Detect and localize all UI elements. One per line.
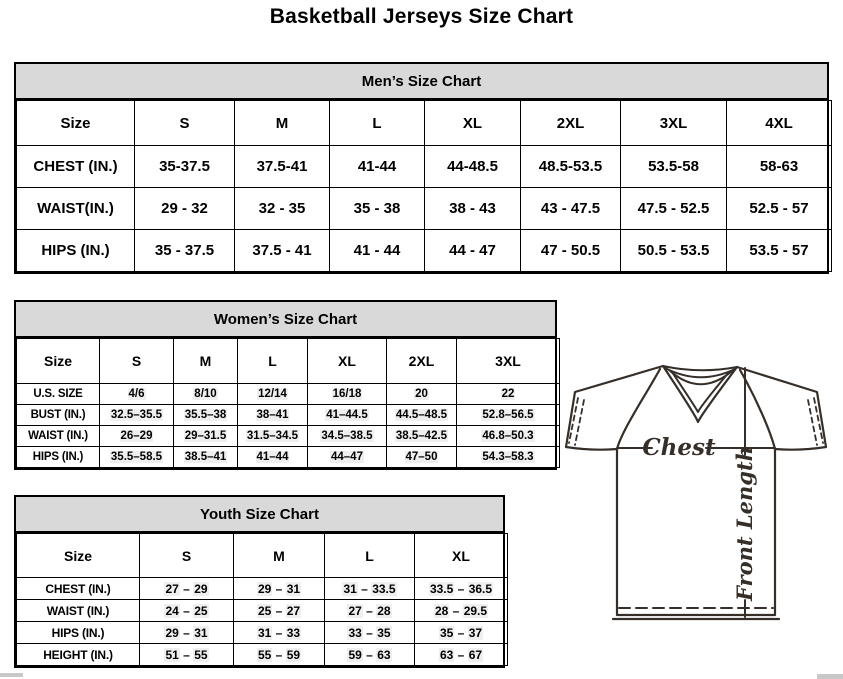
value-cell: 44-48.5 bbox=[425, 146, 521, 188]
value-cell: 28 – 29.5 bbox=[415, 600, 508, 622]
row-label: WAIST(IN.) bbox=[17, 188, 135, 230]
value-cell: 27 – 28 bbox=[325, 600, 415, 622]
row-label: CHEST (IN.) bbox=[17, 578, 140, 600]
value-cell: 35 – 37 bbox=[415, 622, 508, 644]
size-column-xl: XL bbox=[308, 339, 387, 384]
mens-chart-title: Men’s Size Chart bbox=[16, 64, 827, 100]
scrollbar-fragment-right bbox=[817, 674, 843, 679]
mens-size-table bbox=[16, 100, 832, 272]
value-cell: 58-63 bbox=[727, 146, 832, 188]
womens-size-chart bbox=[14, 300, 557, 470]
row-label: WAIST (IN.) bbox=[17, 426, 100, 447]
row-label: WAIST (IN.) bbox=[17, 600, 140, 622]
value-cell: 38–41 bbox=[238, 405, 308, 426]
value-cell: 48.5-53.5 bbox=[521, 146, 621, 188]
measurement-row bbox=[17, 426, 560, 447]
row-label: CHEST (IN.) bbox=[17, 146, 135, 188]
size-header-row bbox=[17, 101, 832, 146]
row-label: U.S. SIZE bbox=[17, 384, 100, 405]
page-title: Basketball Jerseys Size Chart bbox=[269, 5, 574, 28]
value-cell: 47.5 - 52.5 bbox=[621, 188, 727, 230]
value-cell: 35.5–58.5 bbox=[100, 447, 174, 468]
chest-label: Chest bbox=[642, 434, 716, 461]
front-length-label: Front Length bbox=[732, 446, 757, 601]
value-cell: 26–29 bbox=[100, 426, 174, 447]
value-cell: 38.5–42.5 bbox=[387, 426, 457, 447]
value-cell: 41 - 44 bbox=[330, 230, 425, 272]
value-cell: 35 - 38 bbox=[330, 188, 425, 230]
measurement-row bbox=[17, 230, 832, 272]
value-cell: 41–44 bbox=[238, 447, 308, 468]
value-cell: 44.5–48.5 bbox=[387, 405, 457, 426]
womens-chart-title: Women’s Size Chart bbox=[16, 302, 555, 338]
size-column-l: L bbox=[325, 534, 415, 578]
value-cell: 24 – 25 bbox=[140, 600, 234, 622]
size-column-xl: XL bbox=[425, 101, 521, 146]
youth-chart-title: Youth Size Chart bbox=[16, 497, 503, 533]
value-cell: 51 – 55 bbox=[140, 644, 234, 666]
value-cell: 59 – 63 bbox=[325, 644, 415, 666]
value-cell: 27 – 29 bbox=[140, 578, 234, 600]
value-cell: 12/14 bbox=[238, 384, 308, 405]
measurement-row bbox=[17, 405, 560, 426]
size-column-m: M bbox=[235, 101, 330, 146]
size-header-label: Size bbox=[17, 101, 135, 146]
value-cell: 35-37.5 bbox=[135, 146, 235, 188]
value-cell: 29 – 31 bbox=[234, 578, 325, 600]
row-label: HIPS (IN.) bbox=[17, 622, 140, 644]
value-cell: 8/10 bbox=[174, 384, 238, 405]
value-cell: 38.5–41 bbox=[174, 447, 238, 468]
measurement-row bbox=[17, 644, 508, 666]
row-label: HIPS (IN.) bbox=[17, 230, 135, 272]
value-cell: 31 – 33 bbox=[234, 622, 325, 644]
value-cell: 37.5 - 41 bbox=[235, 230, 330, 272]
size-column-l: L bbox=[330, 101, 425, 146]
size-header-row bbox=[17, 534, 508, 578]
size-header-label: Size bbox=[17, 534, 140, 578]
womens-size-table bbox=[16, 338, 560, 468]
value-cell: 4/6 bbox=[100, 384, 174, 405]
value-cell: 54.3–58.3 bbox=[457, 447, 560, 468]
size-header-label: Size bbox=[17, 339, 100, 384]
value-cell: 33 – 35 bbox=[325, 622, 415, 644]
row-label: HEIGHT (IN.) bbox=[17, 644, 140, 666]
value-cell: 50.5 - 53.5 bbox=[621, 230, 727, 272]
measurement-row bbox=[17, 622, 508, 644]
size-column-l: L bbox=[238, 339, 308, 384]
value-cell: 46.8–50.3 bbox=[457, 426, 560, 447]
size-column-3xl: 3XL bbox=[457, 339, 560, 384]
value-cell: 31.5–34.5 bbox=[238, 426, 308, 447]
size-header-row bbox=[17, 339, 560, 384]
mens-size-chart bbox=[14, 62, 829, 274]
value-cell: 53.5 - 57 bbox=[727, 230, 832, 272]
value-cell: 52.8–56.5 bbox=[457, 405, 560, 426]
measurement-row bbox=[17, 578, 508, 600]
value-cell: 38 - 43 bbox=[425, 188, 521, 230]
value-cell: 29 – 31 bbox=[140, 622, 234, 644]
value-cell: 16/18 bbox=[308, 384, 387, 405]
value-cell: 35 - 37.5 bbox=[135, 230, 235, 272]
size-column-s: S bbox=[100, 339, 174, 384]
value-cell: 44–47 bbox=[308, 447, 387, 468]
value-cell: 43 - 47.5 bbox=[521, 188, 621, 230]
size-column-s: S bbox=[135, 101, 235, 146]
measurement-row bbox=[17, 447, 560, 468]
value-cell: 29 - 32 bbox=[135, 188, 235, 230]
value-cell: 44 - 47 bbox=[425, 230, 521, 272]
value-cell: 34.5–38.5 bbox=[308, 426, 387, 447]
size-column-3xl: 3XL bbox=[621, 101, 727, 146]
measurement-row bbox=[17, 188, 832, 230]
value-cell: 52.5 - 57 bbox=[727, 188, 832, 230]
value-cell: 41–44.5 bbox=[308, 405, 387, 426]
jersey-measurement-diagram bbox=[556, 358, 843, 628]
youth-size-table bbox=[16, 533, 508, 666]
jersey-outline bbox=[566, 366, 826, 615]
size-column-4xl: 4XL bbox=[727, 101, 832, 146]
value-cell: 47 - 50.5 bbox=[521, 230, 621, 272]
value-cell: 63 – 67 bbox=[415, 644, 508, 666]
row-label: BUST (IN.) bbox=[17, 405, 100, 426]
value-cell: 32.5–35.5 bbox=[100, 405, 174, 426]
value-cell: 32 - 35 bbox=[235, 188, 330, 230]
value-cell: 22 bbox=[457, 384, 560, 405]
size-column-2xl: 2XL bbox=[521, 101, 621, 146]
measurement-row bbox=[17, 384, 560, 405]
size-column-2xl: 2XL bbox=[387, 339, 457, 384]
size-column-m: M bbox=[174, 339, 238, 384]
value-cell: 41-44 bbox=[330, 146, 425, 188]
value-cell: 25 – 27 bbox=[234, 600, 325, 622]
value-cell: 53.5-58 bbox=[621, 146, 727, 188]
value-cell: 37.5-41 bbox=[235, 146, 330, 188]
value-cell: 29–31.5 bbox=[174, 426, 238, 447]
measurement-row bbox=[17, 146, 832, 188]
size-column-m: M bbox=[234, 534, 325, 578]
value-cell: 35.5–38 bbox=[174, 405, 238, 426]
value-cell: 33.5 – 36.5 bbox=[415, 578, 508, 600]
measurement-row bbox=[17, 600, 508, 622]
value-cell: 20 bbox=[387, 384, 457, 405]
scrollbar-fragment-left bbox=[0, 673, 23, 677]
value-cell: 47–50 bbox=[387, 447, 457, 468]
value-cell: 31 – 33.5 bbox=[325, 578, 415, 600]
size-column-xl: XL bbox=[415, 534, 508, 578]
youth-size-chart bbox=[14, 495, 505, 668]
size-column-s: S bbox=[140, 534, 234, 578]
row-label: HIPS (IN.) bbox=[17, 447, 100, 468]
value-cell: 55 – 59 bbox=[234, 644, 325, 666]
